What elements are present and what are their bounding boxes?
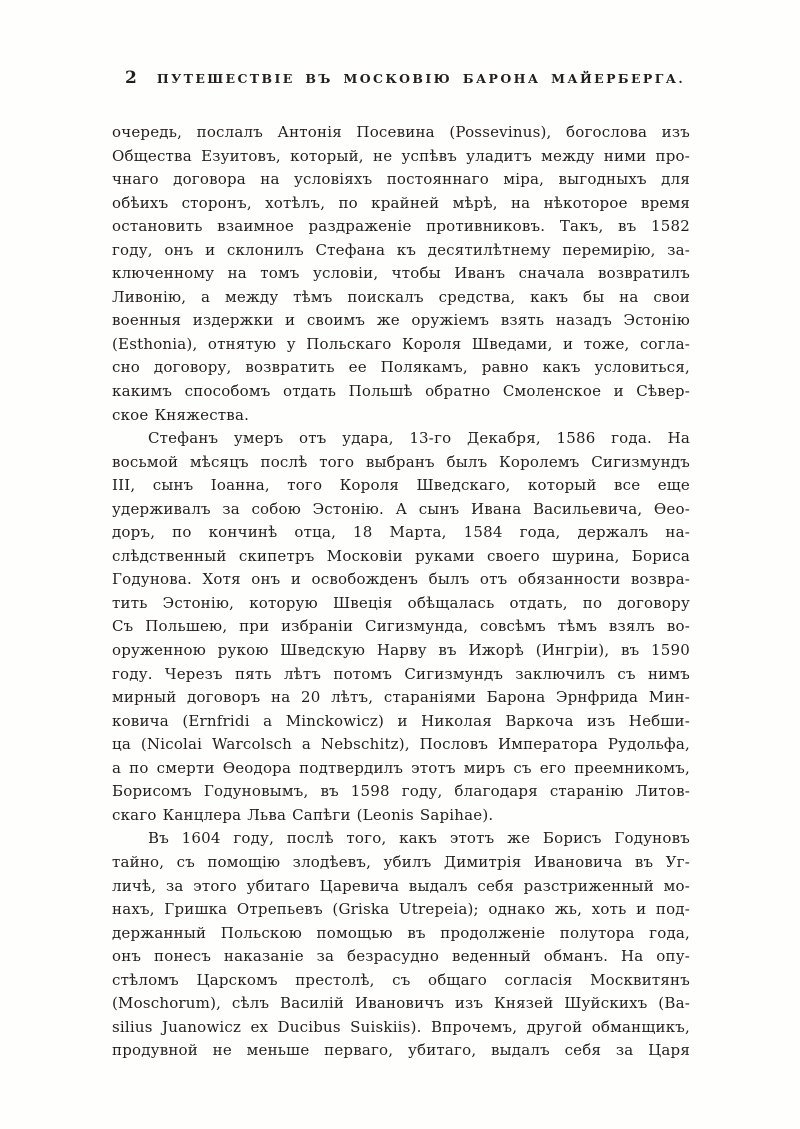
text-line: ключенному на томъ условіи, чтобы Иванъ сначала возвратилъ xyxy=(112,264,690,283)
text-line: Борисомъ Годуновымъ, въ 1598 году, благодаря старанію Литов- xyxy=(112,782,690,801)
text-line: ское Княжества. xyxy=(112,405,250,424)
text-line: восьмой мѣсяцъ послѣ того выбранъ былъ Королемъ Сигизмундъ xyxy=(112,452,690,471)
text-line: остановить взаимное раздраженіе противниковъ. Такъ, въ 1582 xyxy=(112,217,690,236)
text-line: (Moschorum), сѣлъ Василій Ивановичъ изъ Князей Шуйскихъ (Ba- xyxy=(112,994,690,1013)
text-line: оруженною рукою Шведскую Нарву въ Ижорѣ (Ингріи), въ 1590 xyxy=(112,641,690,660)
text-line: (Esthonia), отнятую у Польскаго Короля Шведами, и тоже, согла- xyxy=(112,334,690,353)
page-header xyxy=(112,68,690,90)
text-line: удерживалъ за собою Эстонію. А сынъ Ивана Васильевича, Ѳео- xyxy=(112,499,690,518)
text-line: доръ, по кончинѣ отца, 18 Марта, 1584 года, держалъ на- xyxy=(112,523,690,542)
text-line: III, сынъ Іоанна, того Короля Шведскаго, который все еще xyxy=(112,476,690,495)
text-line: личѣ, за этого убитаго Царевича выдалъ себя разстриженный мо- xyxy=(112,876,690,895)
text-line: Общества Езуитовъ, который, не успѣвъ уладитъ между ними про- xyxy=(112,146,690,165)
text-line: обѣихъ сторонъ, хотѣлъ, по крайней мѣрѣ, на нѣкоторое время xyxy=(112,193,690,212)
text-line: сно договору, возвратить ее Полякамъ, равно какъ условиться, xyxy=(112,358,690,377)
text-line: держанный Польскою помощью въ продолженіе полутора года, xyxy=(112,923,690,942)
text-line: скаго Канцлера Льва Сапѣги (Leonis Sapihae). xyxy=(112,805,494,824)
text-line: продувной не меньше перваго, убитаго, выдалъ себя за Царя xyxy=(112,1041,690,1060)
text-line: слѣдственный скипетръ Московіи руками своего шурина, Бориса xyxy=(112,546,690,565)
text-line: какимъ способомъ отдать Польшѣ обратно Смоленское и Сѣвер- xyxy=(112,382,690,401)
text-line: Въ 1604 году, послѣ того, какъ этотъ же Борисъ Годуновъ xyxy=(148,829,690,848)
text-line: silius Juanowicz ex Ducibus Suiskiis). Впрочемъ, другой обманщикъ, xyxy=(112,1017,690,1036)
text-line: очередь, послалъ Антонія Посевина (Possevinus), богослова изъ xyxy=(112,123,690,141)
text-line: Стефанъ умеръ отъ удара, 13-го Декабря, 1586 года. На xyxy=(148,429,690,448)
text-line: Годунова. Хотя онъ и освобожденъ былъ отъ обязанности возвра- xyxy=(112,570,690,589)
text-line: стѣломъ Царскомъ престолѣ, съ общаго согласія Москвитянъ xyxy=(112,970,690,989)
text-line: Съ Польшею, при избраніи Сигизмунда, совсѣмъ тѣмъ взялъ во- xyxy=(112,617,690,636)
text-line: нахъ, Гришка Отрепьевъ (Griska Utrepeia); однако жь, хоть и под- xyxy=(112,900,690,919)
text-line: мирный договоръ на 20 лѣтъ, стараніями Барона Эрнфрида Мин- xyxy=(112,688,690,707)
page-number: 2 xyxy=(125,68,138,88)
text-line: году. Черезъ пять лѣтъ потомъ Сигизмундъ заключилъ съ нимъ xyxy=(112,664,690,683)
text-line: чнаго договора на условіяхъ постояннаго міра, выгодныхъ для xyxy=(112,170,690,189)
text-line: ковича (Ernfridi a Minckowicz) и Николая Варкоча изъ Небши- xyxy=(112,711,690,730)
text-line: году, онъ и склонилъ Стефана къ десятилѣтнему перемирію, за- xyxy=(112,240,690,259)
body-text xyxy=(112,121,690,1063)
text-line: военныя издержки и своимъ же оружіемъ взять назадъ Эстонію xyxy=(112,311,690,330)
text-line: а по смерти Ѳеодора подтвердилъ этотъ миръ съ его преемникомъ, xyxy=(112,758,690,777)
text-line: ца (Nicolai Warcolsch a Nebschitz), Пословъ Императора Рудольфа, xyxy=(112,735,690,754)
text-line: тайно, съ помощію злодѣевъ, убилъ Димитрія Ивановича въ Уг- xyxy=(112,852,690,871)
text-line: тить Эстонію, которую Швеція обѣщалась отдать, по договору xyxy=(112,593,690,612)
text-line: онъ понесъ наказаніе за безрасудно веденный обманъ. На опу- xyxy=(112,947,690,966)
text-line: Ливонію, а между тѣмъ поискалъ средства, какъ бы на свои xyxy=(112,287,690,306)
running-title: ПУТЕШЕСТВІЕ ВЪ МОСКОВІЮ БАРОНА МАЙЕРБЕРГА. xyxy=(156,71,686,86)
